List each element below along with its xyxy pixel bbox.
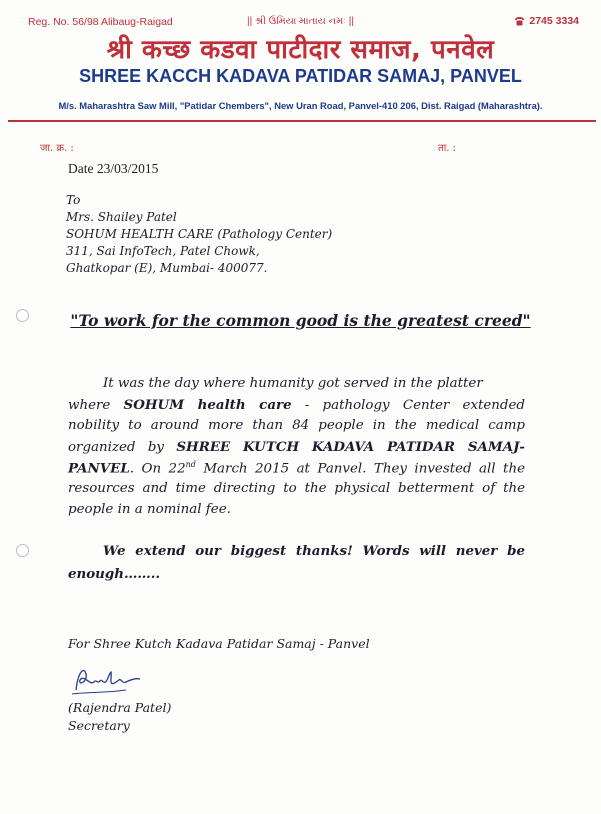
letter-date: Date 23/03/2015 (68, 161, 159, 176)
closing-line: For Shree Kutch Kadava Patidar Samaj - Panvel (68, 636, 370, 651)
panvel-highlight: PANVEL (68, 460, 130, 477)
body-line: It was the day where humanity got served in the platter (103, 376, 483, 391)
organization-address: M/s. Maharashtra Saw Mill, "Patidar Chembers", New Uran Road, Panvel-410 206, Dist. Raigad (Maharashtra). (58, 100, 543, 111)
signatory-title: Secretary (68, 718, 130, 733)
letterhead-top-strip (0, 14, 601, 30)
body-line (68, 397, 525, 413)
body-text: . On 22 (129, 461, 186, 477)
punch-hole (16, 544, 29, 557)
phone-contact (514, 15, 579, 27)
body-line: nobility to around more than 84 people in the medical camp (68, 418, 525, 433)
date-field-label: ता. : (438, 143, 457, 154)
body-text: organized by (68, 440, 177, 455)
body-line (68, 439, 525, 455)
ordinal-suffix: nd (185, 460, 196, 469)
signatory-name: (Rajendra Patel) (68, 700, 172, 715)
body-line (68, 460, 525, 476)
body-text: - pathology Center extended (291, 398, 526, 413)
addressee-company: SOHUM HEALTH CARE (Pathology Center) (66, 227, 333, 241)
addressee-street: 311, Sai InfoTech, Patel Chowk, (66, 244, 260, 258)
thanks-line: enough…….. (68, 566, 161, 582)
body-line: resources and time directing to the physical betterment of the (68, 481, 525, 496)
salutation-to: To (66, 193, 81, 207)
addressee-name: Mrs. Shailey Patel (66, 210, 177, 224)
phone-number: 2745 3334 (529, 15, 579, 27)
reference-number-label: जा. क्र. : (40, 143, 74, 154)
registration-number: Reg. No. 56/98 Alibaug-Raigad (28, 16, 173, 28)
addressee-city: Ghatkopar (E), Mumbai- 400077. (66, 261, 268, 275)
body-text: March 2015 at Panvel. They invested all the (195, 461, 525, 477)
organization-title-hindi: श्री कच्छ कडवा पाटीदार समाज, पनवेल (106, 35, 495, 65)
blessing-line: || શ્રી ઉમિયા માતાય નમઃ || (247, 16, 354, 27)
letter-motto: "To work for the common good is the greatest creed" (70, 311, 531, 330)
body-text: where (68, 398, 124, 413)
samaj-highlight: SHREE KUTCH KADAVA PATIDAR SAMAJ- (176, 439, 525, 455)
thanks-line: We extend our biggest thanks! Words will never be (103, 543, 525, 559)
body-line: people in a nominal fee. (68, 502, 231, 517)
sohum-highlight: SOHUM health care (123, 397, 292, 413)
organization-title-english: SHREE KACCH KADAVA PATIDAR SAMAJ, PANVEL (79, 66, 522, 86)
letterhead-divider (8, 120, 596, 122)
telephone-icon (514, 16, 525, 26)
